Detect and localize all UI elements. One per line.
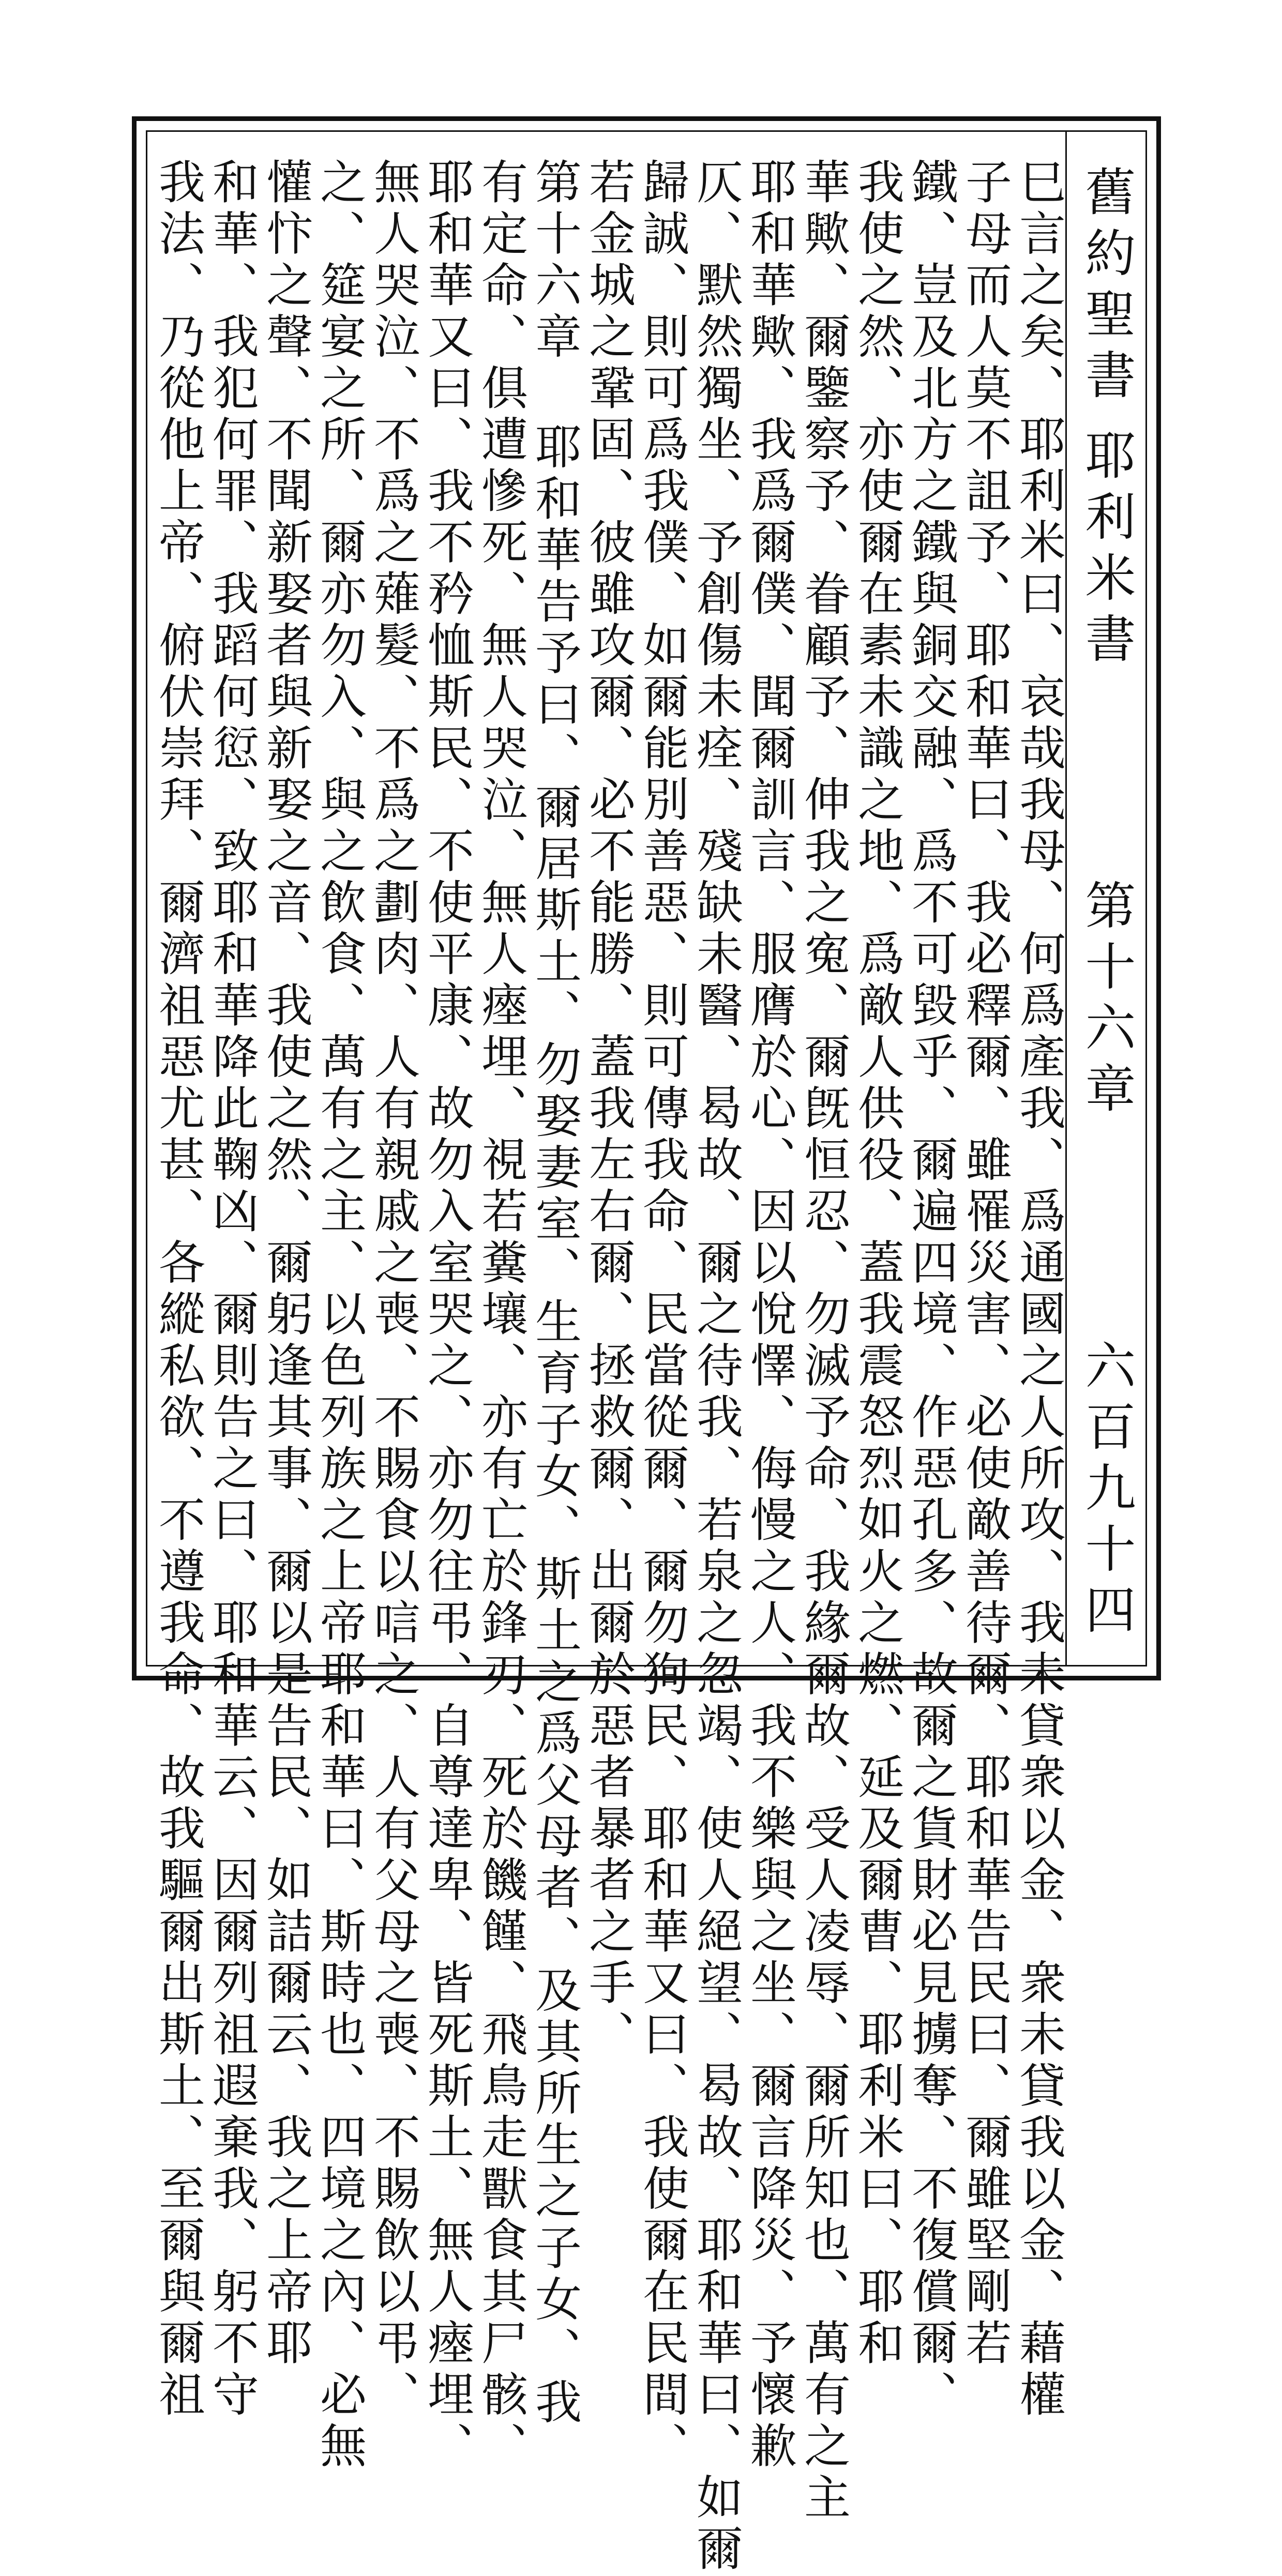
text-column: 我法、乃從他上帝、俯伏崇拜、爾濟祖惡尤甚、各縱私欲、不遵我命、故我驅爾出斯土、至爾與爾祖 (150, 158, 205, 2421)
section-title: 耶利米書 (1077, 429, 1136, 673)
text-column: 耶和華歟、我爲爾僕、聞爾訓言、服膺於心、因以悅懌、侮慢之人、我不樂與之坐、爾言降災、予懷歉 (742, 158, 796, 2473)
header-divider-rule (1065, 130, 1067, 1666)
text-column: 和華、我犯何罪、我蹈何愆、致耶和華降此鞠凶、爾則告之曰、耶和華云、因爾列祖遐棄我、躬不守 (204, 158, 259, 2421)
chapter-heading: 第十六章 (1077, 879, 1136, 1123)
page-number: 六百九十四 (1077, 1339, 1136, 1644)
text-column: 若金城之鞏固、彼雖攻爾、必不能勝、蓋我左右爾、拯救爾、出爾於惡者暴者之手、 (581, 158, 635, 2062)
text-column: 鐵、豈及北方之鐵與銅交融、爲不可毀乎、爾遍四境、作惡孔多、故爾之貨財必見擄奪、不復償爾、 (903, 158, 958, 2421)
text-column: 懽忭之聲、不聞新娶者與新娶之音、我使之然、爾躬逢其事、爾以是告民、如詰爾云、我之上帝耶 (258, 158, 312, 2370)
text-column: 之、筵宴之所、爾亦勿入、與之飲食、萬有之主、以色列族之上帝耶和華曰、斯時也、四境之內、必無 (312, 158, 366, 2473)
text-column: 無人哭泣、不爲之薙髮、不爲之劃肉、人有親戚之喪、不賜食以唁之、人有父母之喪、不賜飲以弔、 (366, 158, 420, 2421)
text-column: 華歟、爾鑒察予、眷顧予、伸我之寃、爾旣恒忍、勿滅予命、我緣爾故、受人凌辱、爾所知也、萬有之主 (796, 158, 850, 2524)
text-column: 耶和華又曰、我不矜恤斯民、不使平康、故勿入室哭之、亦勿往弔、自尊達卑、皆死斯土、無人瘞埋、 (419, 158, 474, 2473)
text-column: 我使之然、亦使爾在素未識之地、爲敵人供役、蓋我震怒烈如火之燃、延及爾曹、耶利米曰、耶和 (850, 158, 904, 2370)
book-title: 舊約聖書 (1077, 165, 1136, 410)
text-column: 子母而人莫不詛予、耶和華曰、我必釋爾、雖罹災害、必使敵善待爾、耶和華告民曰、爾雖堅剛若 (957, 158, 1012, 2370)
text-column-chapter-start: 第十六章 耶和華告予曰、爾居斯土、勿娶妻室、生育子女、斯土之爲父母者、及其所生之子女、我 (527, 158, 581, 2429)
text-column: 有定命、俱遭慘死、無人哭泣、無人瘞埋、視若糞壤、亦有亡於鋒刃、死於饑饉、飛鳥走獸食其尸骸、 (473, 158, 527, 2473)
text-column: 仄、默然獨坐、予創傷未痊、殘缺未醫、曷故、爾之待我、若泉之忽竭、使人絕望、曷故、耶和華曰、如爾 (688, 158, 743, 2576)
text-column: 巳言之矣、耶利米曰、哀哉我母、何爲產我、爲通國之人所攻、我未貸衆以金、衆未貸我以金、藉權 (1011, 158, 1065, 2421)
text-column: 歸誠、則可爲我僕、如爾能別善惡、則可傳我命、民當從爾、爾勿狥民、耶和華又曰、我使爾在民間、 (635, 158, 689, 2473)
